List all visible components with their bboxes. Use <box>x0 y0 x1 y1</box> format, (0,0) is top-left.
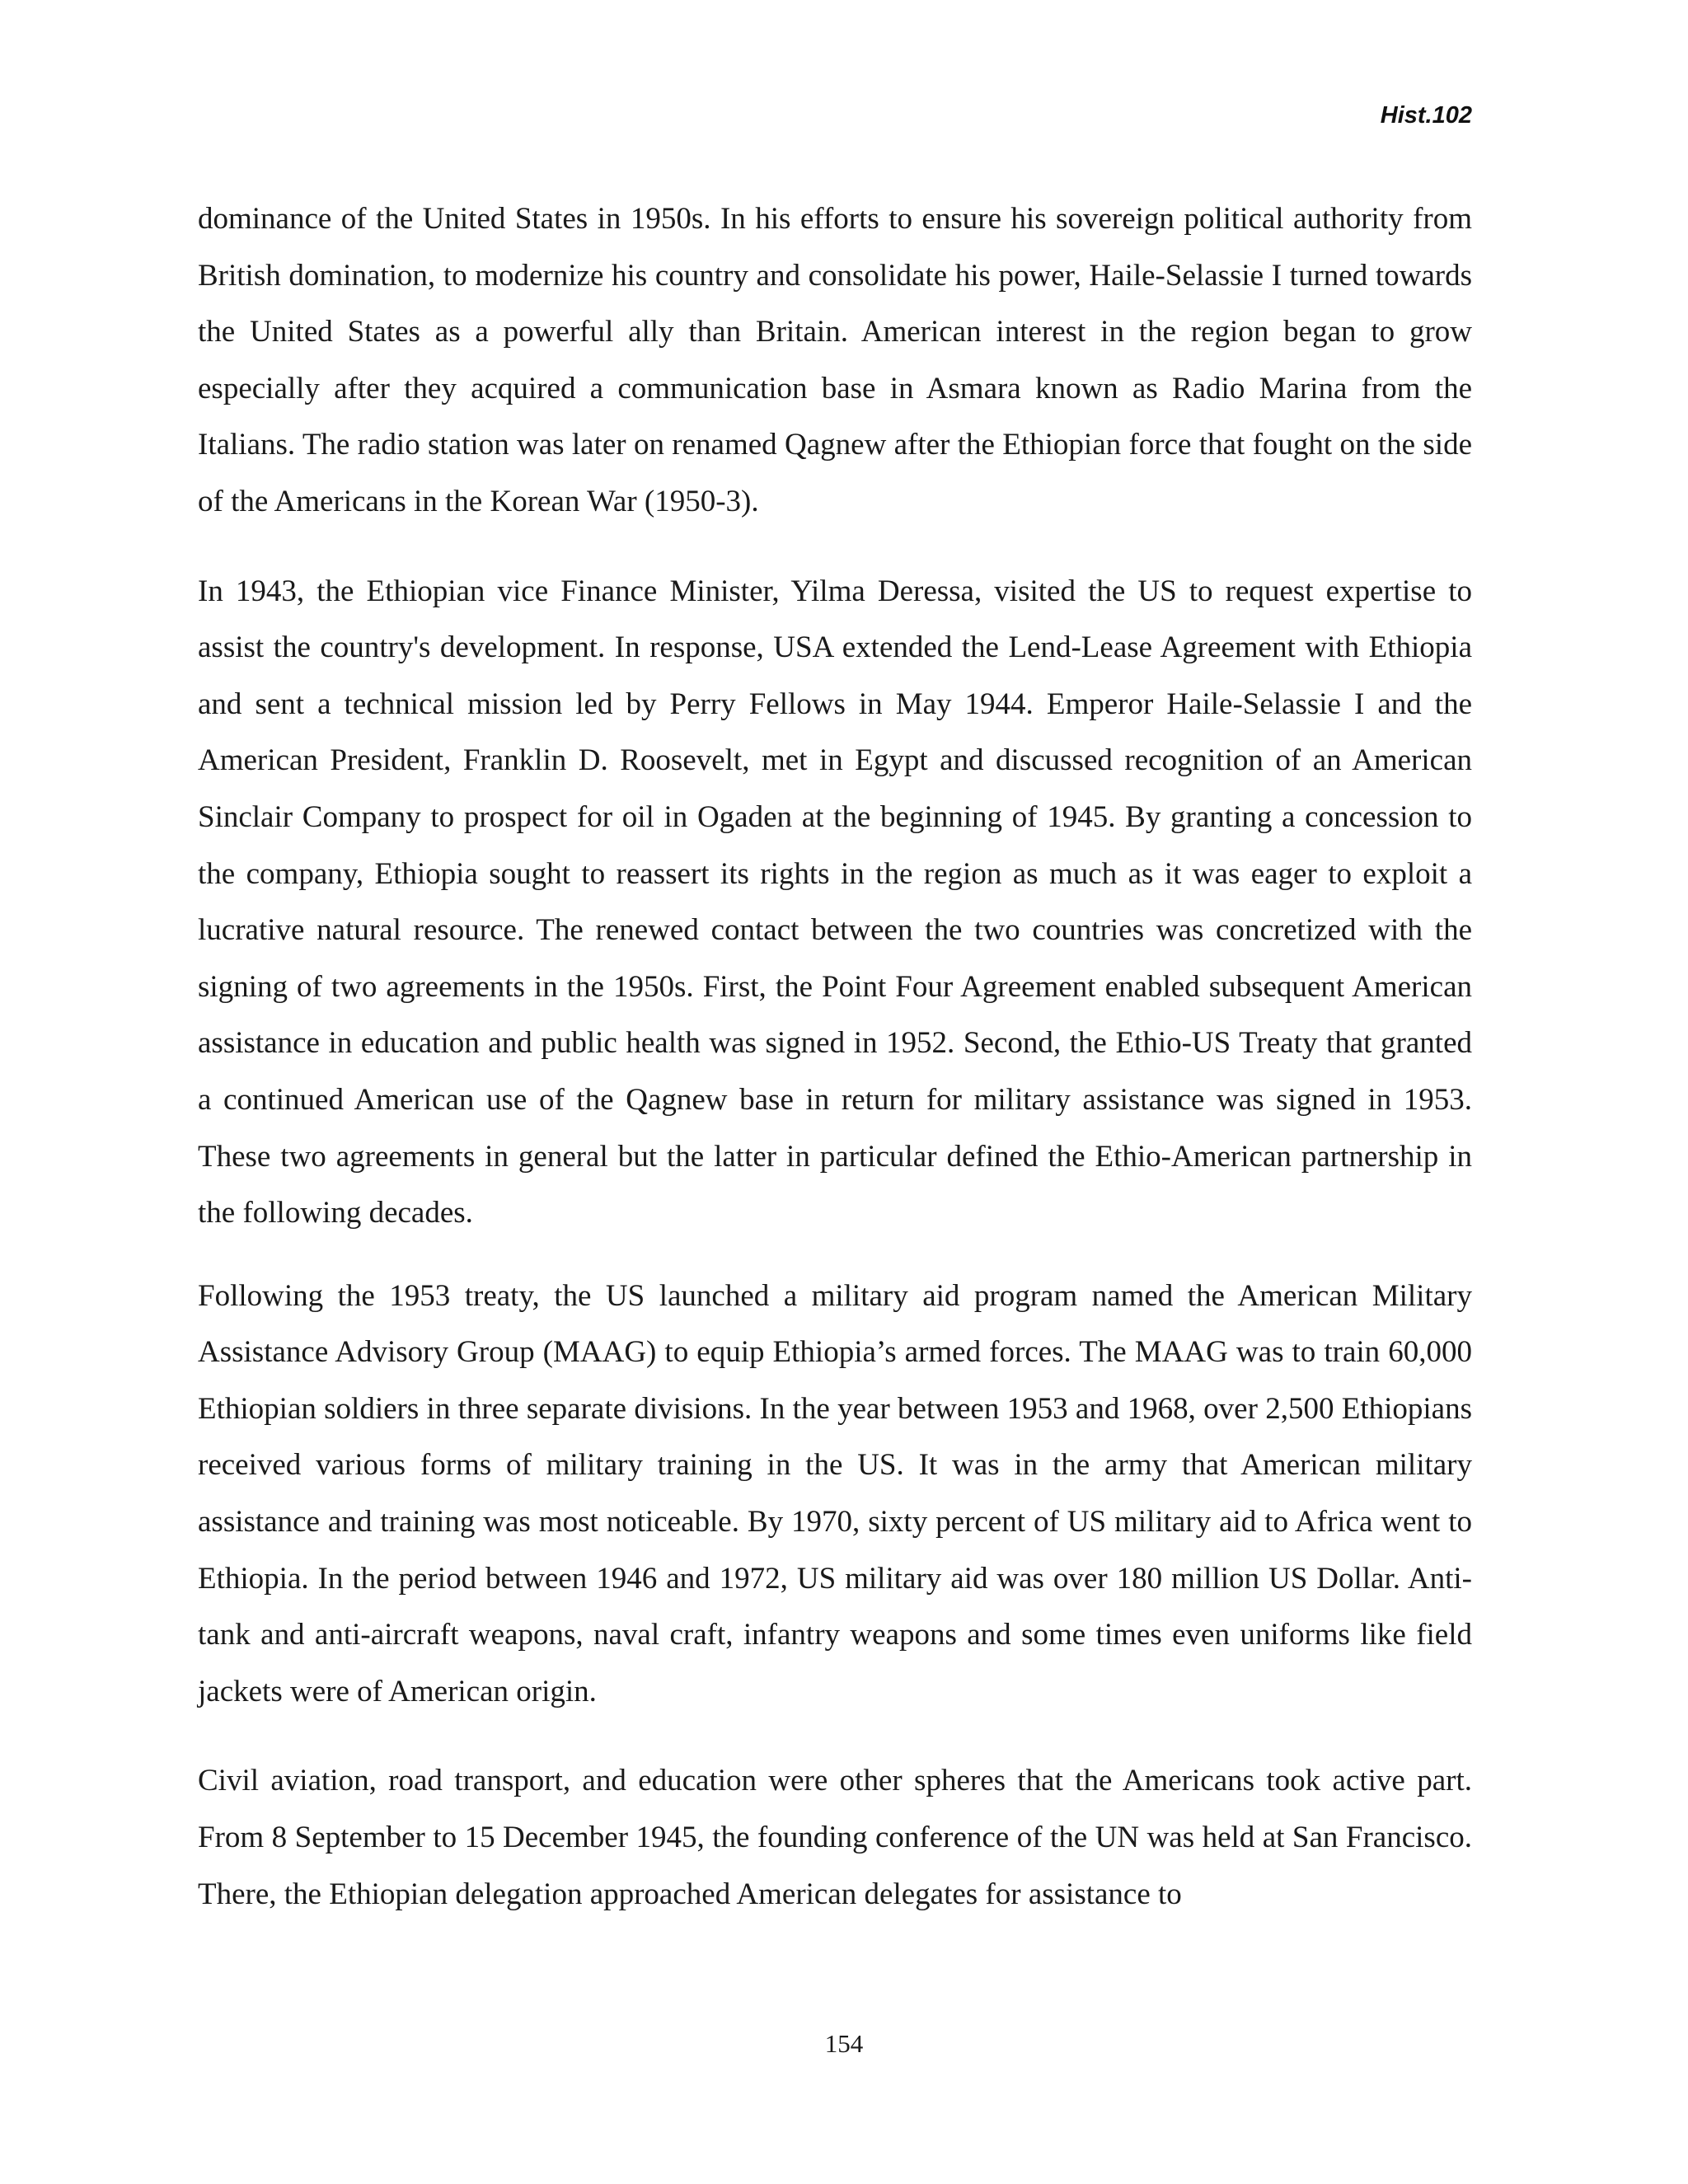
paragraph-1943-relations: In 1943, the Ethiopian vice Finance Minister, Yilma Deressa, visited the US to request expertise to assist the country's development. In response, USA extended the Lend-Lease Agreement with Ethiopia and sent a technical mission led by Perry Fellows in May 1944. Emperor Haile-Selassie I and the American President, Franklin D. Roosevelt, met in Egypt and discussed recognition of an American Sinclair Company to prospect for oil in Ogaden at the beginning of 1945. By granting a concession to the company, Ethiopia sought to reassert its rights in the region as much as it was eager to exploit a lucrative natural resource. The renewed contact between the two countries was concretized with the signing of two agreements in the 1950s. First, the Point Four Agreement enabled subsequent American assistance in education and public health was signed in 1952. Second, the Ethio-US Treaty that granted a continued American use of the Qagnew base in return for military assistance was signed in 1953. These two agreements in general but the latter in particular defined the Ethio-American partnership in the following decades. <box>198 574 1472 1230</box>
page-number: 154 <box>824 2029 864 2058</box>
paragraph-civil-aviation: Civil aviation, road transport, and education were other spheres that the Americans took active part. From 8 September to 15 December 1945, the founding conference of the UN was held at San Francisco. There, the Ethiopian delegation approached American delegates for assistance to <box>198 1764 1472 1911</box>
body-text <box>198 191 1472 1923</box>
paragraph-maag-program: Following the 1953 treaty, the US launched a military aid program named the American Military Assistance Advisory Group (MAAG) to equip Ethiopia’s armed forces. The MAAG was to train 60,000 Ethiopian soldiers in three separate divisions. In the year between 1953 and 1968, over 2,500 Ethiopians received various forms of military training in the US. It was in the army that American military assistance and training was most noticeable. By 1970, sixty percent of US military aid to Africa went to Ethiopia. In the period between 1946 and 1972, US military aid was over 180 million US Dollar. Anti-tank and anti-aircraft weapons, naval craft, infantry weapons and some times even uniforms like field jackets were of American origin. <box>198 1278 1472 1708</box>
running-header-course-code: Hist.102 <box>1380 102 1472 129</box>
paragraph-1950s-dominance: dominance of the United States in 1950s. In his efforts to ensure his sovereign political authority from British domination, to modernize his country and consolidate his power, Haile-Selassie I turned towards the United States as a powerful ally than Britain. American interest in the region began to grow especially after they acquired a communication base in Asmara known as Radio Marina from the Italians. The radio station was later on renamed Qagnew after the Ethiopian force that fought on the side of the Americans in the Korean War (1950-3). <box>198 202 1472 518</box>
